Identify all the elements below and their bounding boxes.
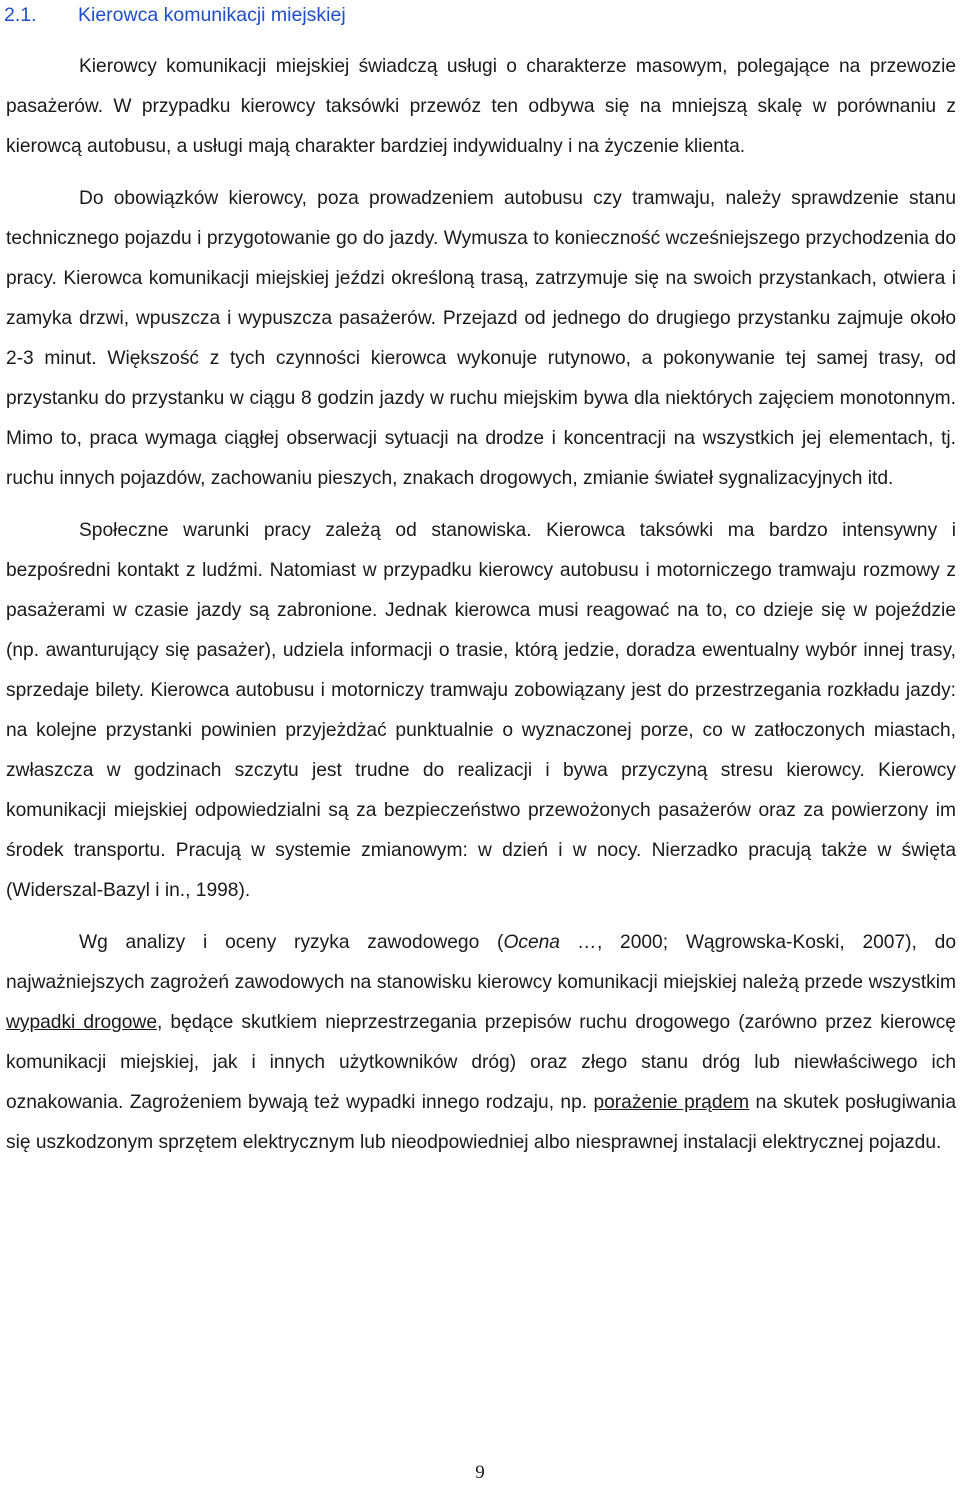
paragraph-social-conditions: Społeczne warunki pracy zależą od stanowiska. Kierowca taksówki ma bardzo intensywny i bezpośredni kontakt z ludźmi. Natomiast w przypadku kierowcy autobusu i motorniczego tramwaju rozmowy z pasażerami w czasie jazdy są zabronione. Jednak kierowca musi reagować na to, co dzieje się w pojeździe (np. awanturujący się pasażer), udziela informacji o trasie, którą jedzie, doradza ewentualny wybór innej trasy, sprzedaje bilety. Kierowca autobusu i motorniczy tramwaju zobowiązany jest do przestrzegania rozkładu jazdy: na kolejne przystanki powinien przyjeżdżać punktualnie o wyznaczonej porze, co w zatłoczonych miastach, zwłaszcza w godzinach szczytu jest trudne do realizacji i bywa przyczyną stresu kierowcy. Kierowcy komunikacji miejskiej odpowiedzialni są za bezpieczeństwo przewożonych pasażerów oraz za powierzony im środek transportu. Pracują w systemie zmianowym: w dzień i w nocy. Nierzadko pracują także w święta (Widerszal-Bazyl i in., 1998). [6,520,956,901]
paragraph-intro: Kierowcy komunikacji miejskiej świadczą usługi o charakterze masowym, polegające na przewozie pasażerów. W przypadku kierowcy taksówki przewóz ten odbywa się na mniejszą skalę w porównaniu z kierowcą autobusu, a usługi mają charakter bardziej indywidualny i na życzenie klienta. [6,56,956,157]
hazards-text-4: na skutek posługiwania się uszkodzonym sprzętem elektrycznym lub nieodpowiedniej albo niesprawnej instalacji elektrycznej pojazdu. [6,1092,956,1153]
citation-italic: Ocena … [503,932,597,953]
paragraph-duties: Do obowiązków kierowcy, poza prowadzeniem autobusu czy tramwaju, należy sprawdzenie stanu technicznego pojazdu i przygotowanie go do jazdy. Wymusza to konieczność wcześniejszego przychodzenia do pracy. Kierowca komunikacji miejskiej jeździ określoną trasą, zatrzymuje się na swoich przystankach, otwiera i zamyka drzwi, wpuszcza i wypuszcza pasażerów. Przejazd od jednego do drugiego przystanku zajmuje około 2-3 minut. Większość z tych czynności kierowca wykonuje rutynowo, a pokonywanie tej samej trasy, od przystanku do przystanku w ciągu 8 godzin jazdy w ruchu miejskim bywa dla niektórych zajęciem monotonnym. Mimo to, praca wymaga ciągłej obserwacji sytuacji na drodze i koncentracji na wszystkich jej elementach, tj. ruchu innych pojazdów, zachowaniu pieszych, znakach drogowych, zmianie świateł sygnalizacyjnych itd. [6,188,956,489]
section-number: 2.1. [4,4,37,26]
paragraph-hazards [6,923,956,1163]
section-heading [4,2,346,28]
document-body [6,47,956,1163]
hazards-text-3: , będące skutkiem nieprzestrzegania przepisów ruchu drogowego (zarówno przez kierowcę komunikacji miejskiej, jak i innych użytkowników dróg) oraz złego stanu dróg lub niewłaściwego ich oznakowania. Zagrożeniem bywają też wypadki innego rodzaju, np. [6,1012,956,1113]
section-title: Kierowca komunikacji miejskiej [78,4,346,26]
page-number: 9 [475,1462,485,1483]
hazards-text-1: Wg analizy i oceny ryzyka zawodowego ( [79,932,504,953]
link-electric-shock[interactable]: porażenie prądem [593,1092,750,1113]
link-road-accidents[interactable]: wypadki drogowe [6,1012,157,1033]
hazards-text-2: , 2000; Wągrowska-Koski, 2007), do najważniejszych zagrożeń zawodowych na stanowisku kierowcy komunikacji miejskiej należą przede wszystkim [6,932,956,993]
